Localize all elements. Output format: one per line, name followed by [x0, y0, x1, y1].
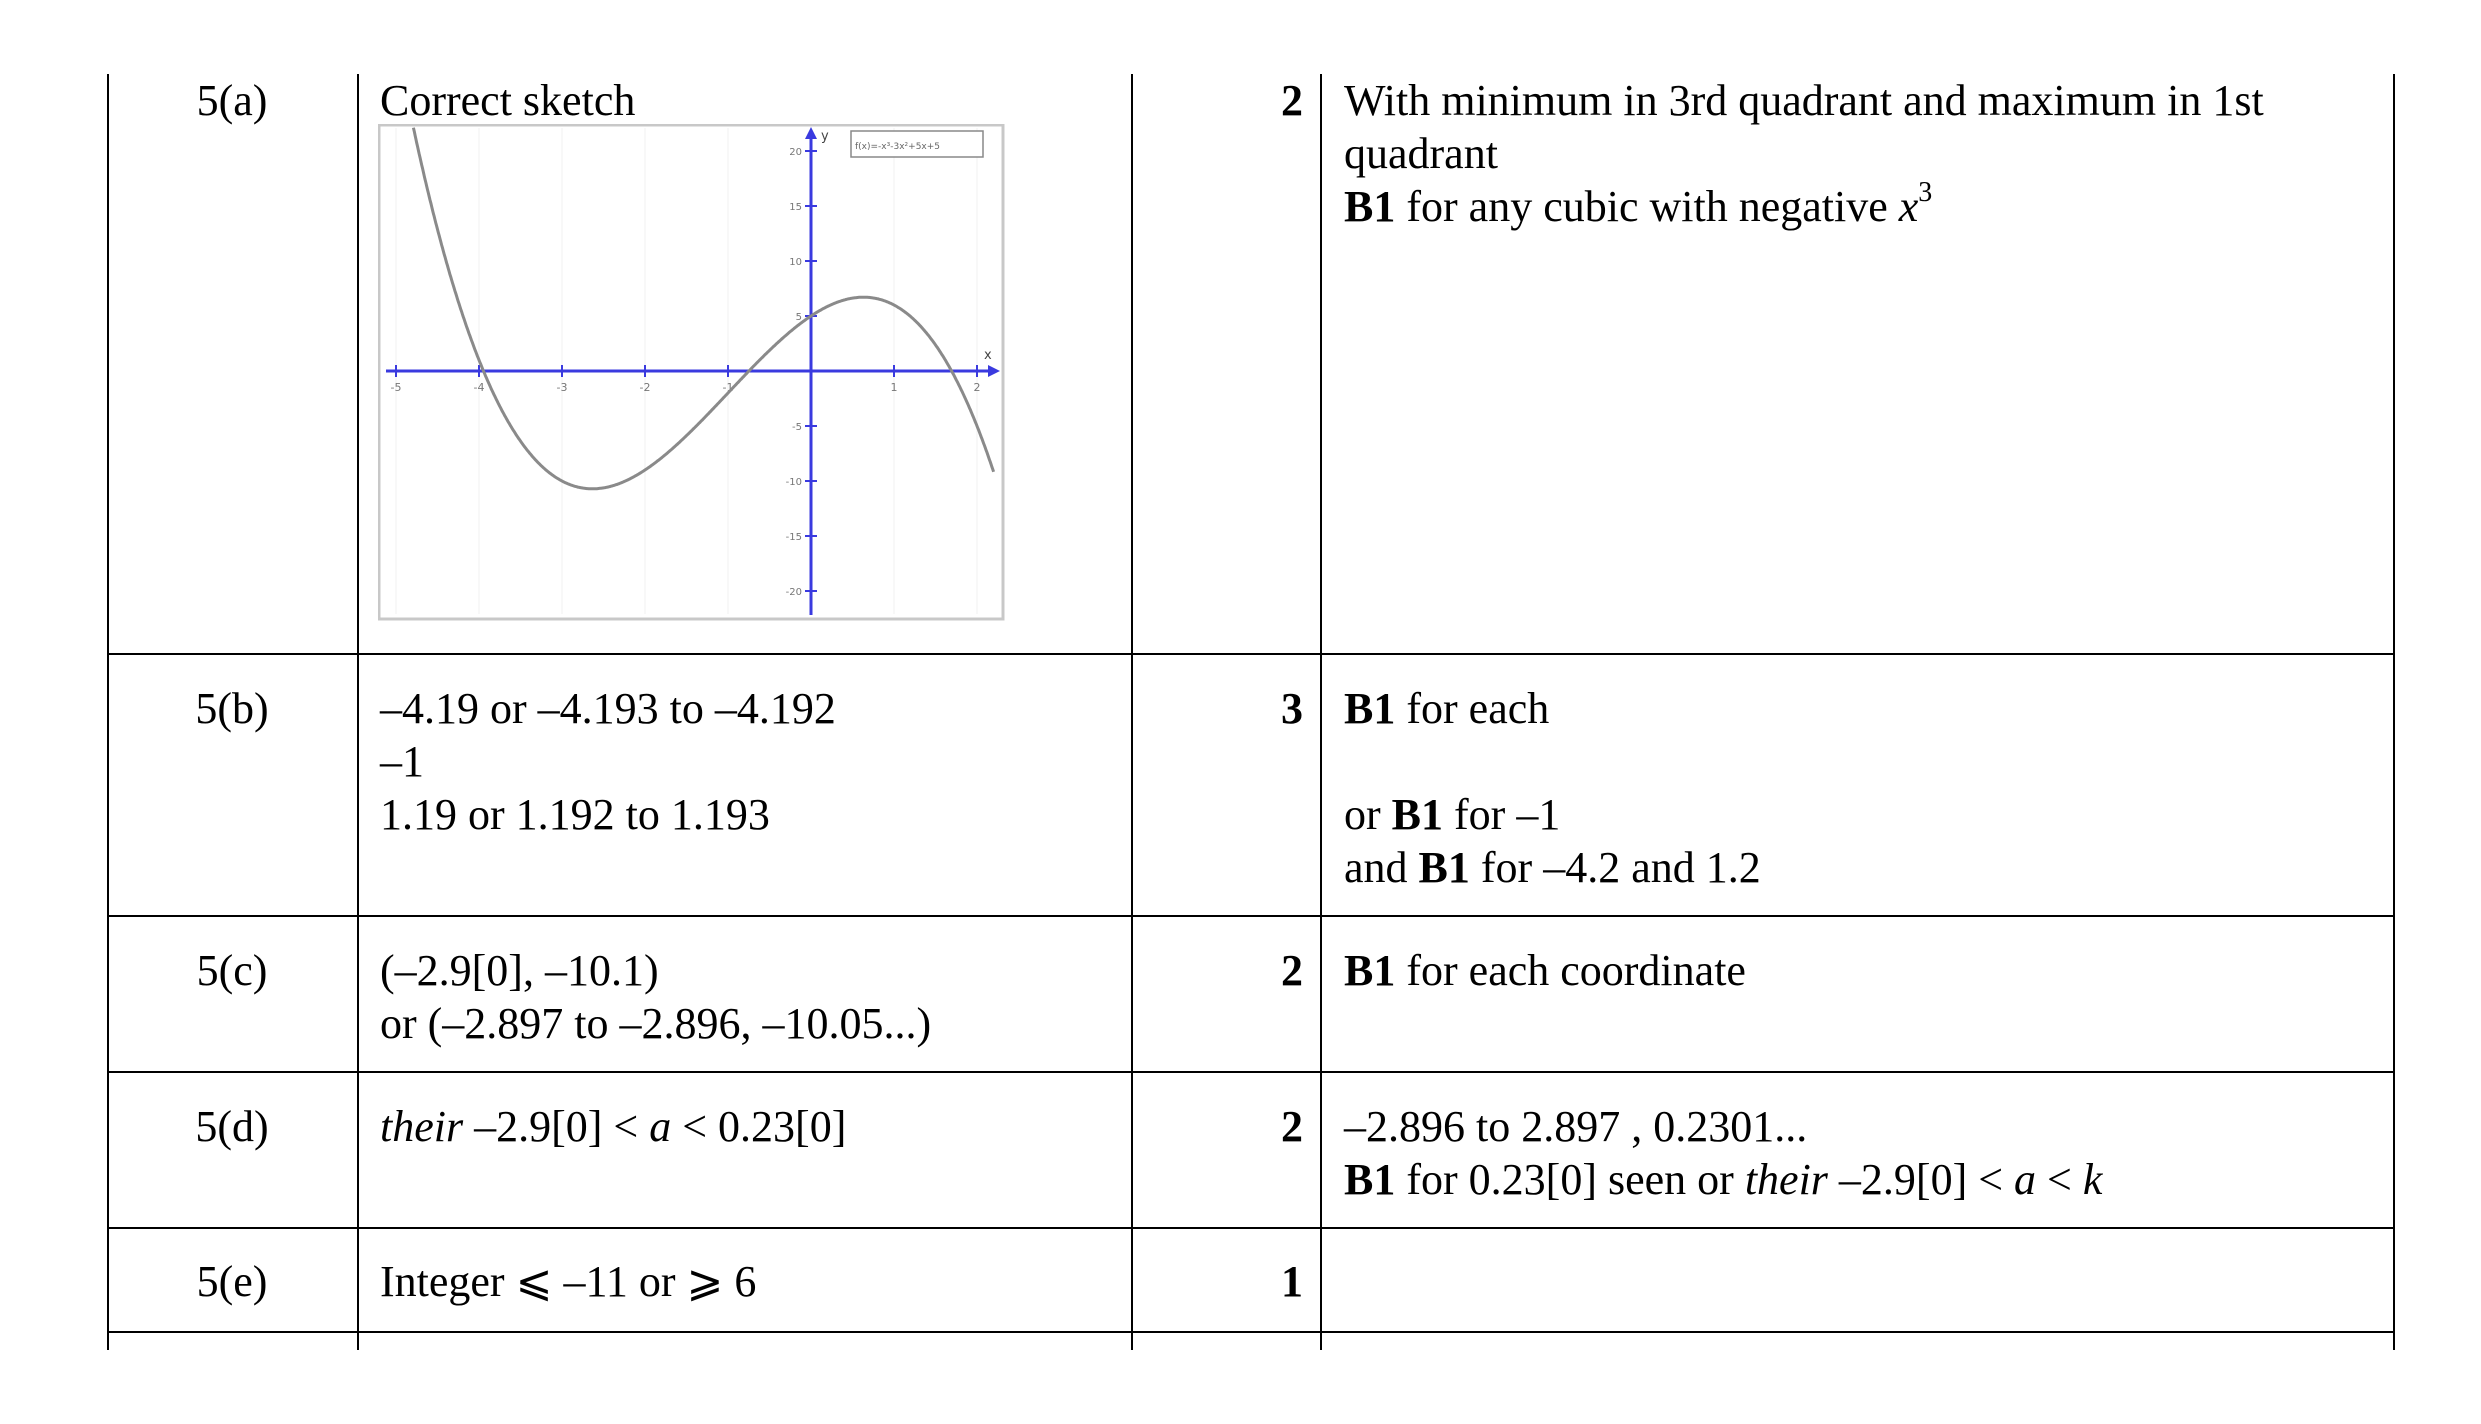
- answer-fragment: < 0.23[0]: [671, 1102, 847, 1151]
- row-divider: [107, 1071, 2395, 1073]
- question-number: 5(b): [195, 684, 269, 733]
- column-divider-question: [357, 74, 359, 1350]
- sketch-y-tick-label: 15: [789, 202, 802, 213]
- row-divider: [107, 1227, 2395, 1229]
- sketch-x-tick-label: -5: [390, 381, 402, 394]
- answer-text: or (–2.897 to –2.896, –10.05...): [380, 999, 932, 1048]
- guidance-text: for each: [1395, 684, 1550, 733]
- question-number: 5(c): [196, 946, 268, 995]
- mark-code: B1: [1391, 790, 1444, 839]
- answer-text: Correct sketch: [380, 76, 636, 125]
- guidance-text: for any cubic with negative: [1395, 182, 1899, 231]
- variable-a: a: [649, 1102, 672, 1151]
- their-word: their: [380, 1102, 464, 1151]
- sketch-y-tick-label: 5: [795, 312, 802, 323]
- sketch-y-axis-label: y: [821, 129, 829, 144]
- marks-value: 3: [1281, 684, 1303, 733]
- question-number: 5(e): [196, 1257, 268, 1306]
- guidance-text: for –4.2 and 1.2: [1469, 843, 1761, 892]
- guidance-line: [1344, 841, 1761, 894]
- answer-text: Integer ⩽ –11 or ⩾ 6: [380, 1257, 757, 1306]
- guidance-line: [1344, 682, 1549, 735]
- guidance-line: [1344, 1153, 2102, 1206]
- guidance-text: or: [1344, 790, 1392, 839]
- answer-text: –4.19 or –4.193 to –4.192: [380, 684, 836, 733]
- sketch-y-tick-label: -5: [792, 422, 802, 433]
- answer-text: 1.19 or 1.192 to 1.193: [380, 790, 770, 839]
- question-number: 5(d): [195, 1102, 269, 1151]
- answer-text: –1: [380, 737, 424, 786]
- sketch-y-tick-label: -10: [785, 477, 802, 488]
- guidance-text: for –1: [1443, 790, 1561, 839]
- marks-value: 1: [1281, 1257, 1303, 1306]
- row-divider: [107, 653, 2395, 655]
- exponent: 3: [1918, 177, 1933, 209]
- sketch-x-axis-label: x: [984, 348, 992, 363]
- row-divider: [107, 915, 2395, 917]
- guidance-line: With minimum in 3rd quadrant and maximum in 1st: [1344, 76, 2264, 125]
- guidance-text: for 0.23[0] seen or: [1395, 1155, 1745, 1204]
- variable-k: k: [2082, 1155, 2103, 1204]
- marks-value: 2: [1281, 946, 1303, 995]
- guidance-line: –2.896 to 2.897 , 0.2301...: [1344, 1102, 1808, 1151]
- sketch-y-tick-label: -15: [785, 532, 802, 543]
- sketch-x-tick-label: -1: [722, 381, 734, 394]
- row-divider: [107, 1331, 2395, 1333]
- mark-code: B1: [1344, 1155, 1396, 1204]
- guidance-line: [1344, 177, 1933, 233]
- column-divider-marks: [1320, 74, 1322, 1350]
- mark-code: B1: [1344, 684, 1396, 733]
- mark-code: B1: [1344, 946, 1396, 995]
- guidance-text: and: [1344, 843, 1419, 892]
- guidance-text: for each coordinate: [1395, 946, 1746, 995]
- variable-x: x: [1898, 182, 1919, 231]
- sketch-x-tick-label: -4: [473, 381, 485, 394]
- mark-code: B1: [1418, 843, 1470, 892]
- answer-text: (–2.9[0], –10.1): [380, 946, 659, 995]
- guidance-line: [1344, 944, 1746, 997]
- sketch-legend-text: f(x)=-x³-3x²+5x+5: [855, 142, 941, 152]
- mark-code: B1: [1344, 182, 1396, 231]
- guidance-line: quadrant: [1344, 129, 1498, 178]
- guidance-text: <: [2036, 1155, 2083, 1204]
- sketch-y-tick-label: 20: [789, 147, 802, 158]
- answer-text: [380, 1100, 846, 1153]
- variable-a: a: [2014, 1155, 2037, 1204]
- question-number: 5(a): [196, 76, 268, 125]
- sketch-x-tick-label: -2: [639, 381, 651, 394]
- guidance-text: –2.9[0] <: [1827, 1155, 2015, 1204]
- cubic-sketch-image: [378, 124, 1006, 624]
- sketch-x-tick-label: 2: [973, 381, 981, 394]
- sketch-x-tick-label: 1: [890, 381, 898, 394]
- answer-fragment: –2.9[0] <: [463, 1102, 650, 1151]
- guidance-line: [1344, 788, 1560, 841]
- sketch-y-tick-label: -20: [785, 587, 802, 598]
- sketch-x-tick-label: -3: [556, 381, 568, 394]
- marks-value: 2: [1281, 1102, 1303, 1151]
- sketch-y-tick-label: 10: [789, 257, 802, 268]
- marks-value: 2: [1281, 76, 1303, 125]
- their-word: their: [1744, 1155, 1828, 1204]
- table-border-right: [2393, 74, 2395, 1350]
